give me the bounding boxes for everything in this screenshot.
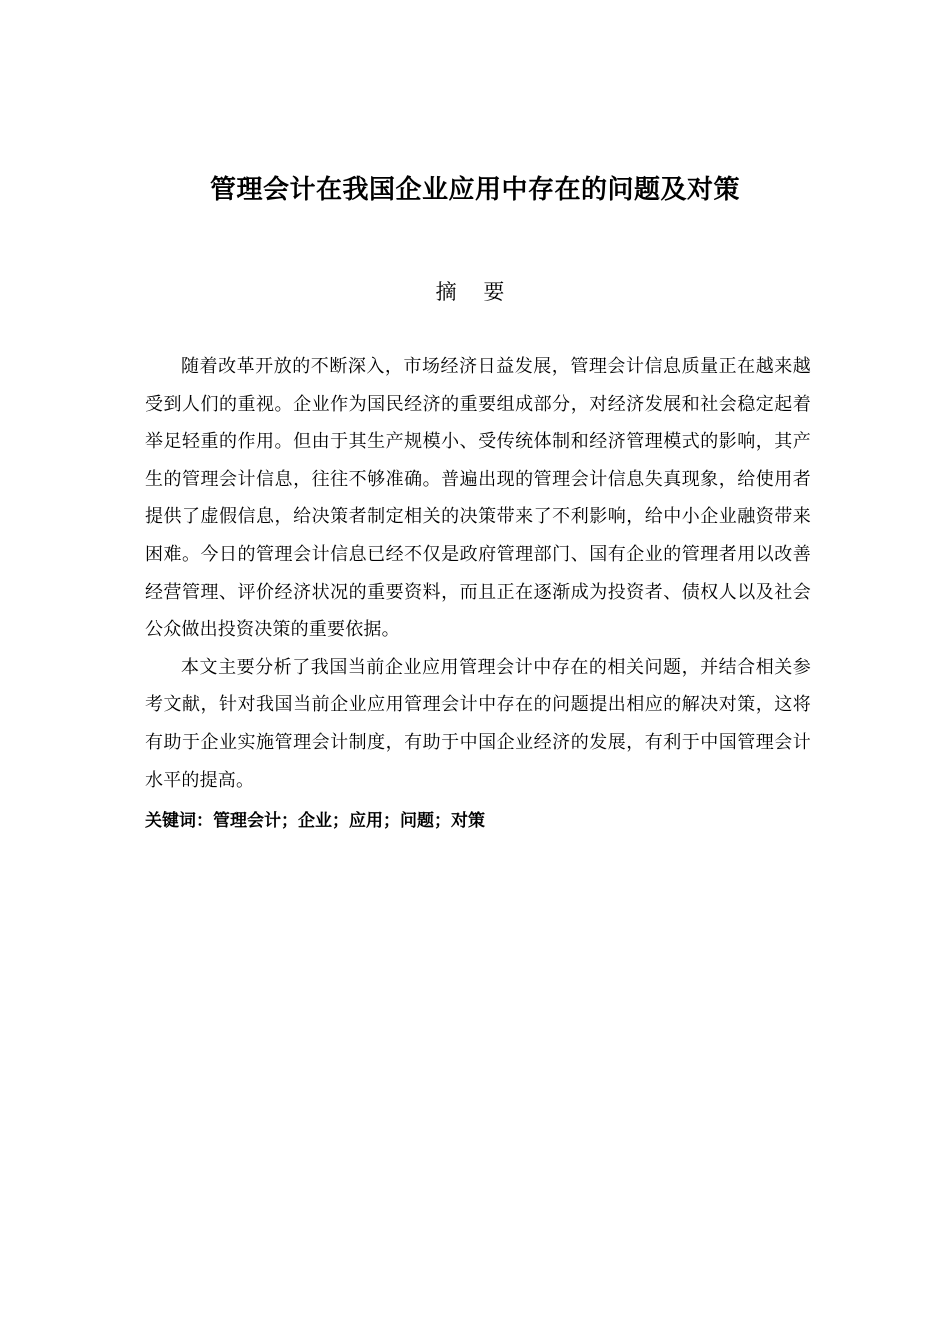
keywords-line: 关键词：管理会计；企业；应用；问题；对策 bbox=[145, 811, 485, 832]
abstract-body bbox=[145, 348, 811, 839]
abstract-paragraph-1: 随着改革开放的不断深入，市场经济日益发展，管理会计信息质量正在越来越受到人们的重视。企业作为国民经济的重要组成部分，对经济发展和社会稳定起着举足轻重的作用。但由于其生产规模小、受传统体制和经济管理模式的影响，其产生的管理会计信息，往往不够准确。普遍出现的管理会计信息失真现象，给使用者提供了虚假信息，给决策者制定相关的决策带来了不利影响，给中小企业融资带来困难。今日的管理会计信息已经不仅是政府管理部门、国有企业的管理者用以改善经营管理、评价经济状况的重要资料，而且正在逐渐成为投资者、债权人以及社会公众做出投资决策的重要依据。 bbox=[145, 356, 811, 641]
abstract-heading: 摘 要 bbox=[435, 280, 515, 304]
document-title: 管理会计在我国企业应用中存在的问题及对策 bbox=[209, 175, 740, 205]
abstract-paragraph-2: 本文主要分析了我国当前企业应用管理会计中存在的相关问题，并结合相关参考文献，针对我国当前企业应用管理会计中存在的问题提出相应的解决对策，这将有助于企业实施管理会计制度，有助于中国企业经济的发展，有利于中国管理会计水平的提高。 bbox=[145, 656, 811, 791]
